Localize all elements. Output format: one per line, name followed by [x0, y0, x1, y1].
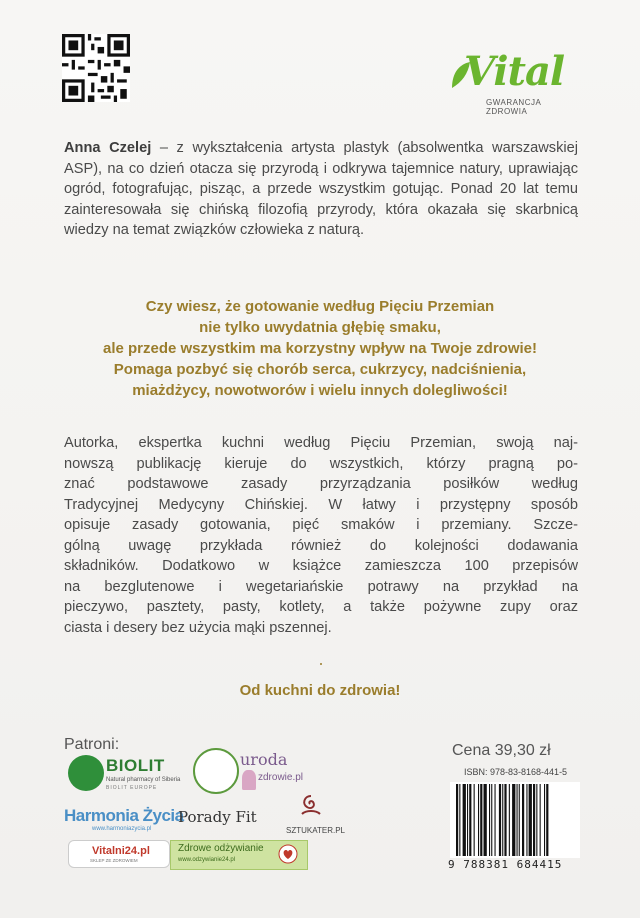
description-line: ciasta i desery bez użycia mąki pszennej.	[64, 619, 332, 636]
promo-line: nie tylko uwydatnia głębię smaku,	[199, 319, 441, 336]
description-line: znać podstawowe zasady przyrządzania posiłków według	[64, 476, 578, 492]
author-name: Anna Czelej	[64, 140, 152, 156]
vital-logo	[446, 48, 576, 118]
eco-seal-icon	[193, 748, 239, 794]
price: Cena 39,30 zł	[452, 742, 551, 759]
divider-dot	[320, 663, 322, 665]
barcode	[450, 782, 580, 858]
description-line: Tradycyjnej Medycyny Chińskiej. W łatwy i przystępny sposób	[64, 496, 578, 513]
description-line: pieczywo, pasztety, pasty, kotlety, a także pożywne zupy oraz	[64, 599, 578, 615]
vitalni24-name: Vitalni24.pl	[92, 845, 150, 857]
zdrowie-logo: zdrowie.pl	[258, 772, 304, 783]
description-line: opisuje zasady gotowania, pięć smaków i przemiany. Szcze-	[64, 517, 578, 533]
patrons-label: Patroni:	[64, 736, 120, 753]
description-line: gólną uwagę przykłada również do kolejności dodawania	[64, 537, 578, 554]
vitalni24-subtitle: SKLEP ZE ZDROWIEM	[90, 858, 138, 863]
brand-tagline: GWARANCJA ZDROWIA	[486, 98, 541, 116]
promo-line: Pomaga pozbyć się chorób serca, cukrzycy, nadciśnienia,	[113, 361, 527, 378]
qr-code	[62, 34, 130, 102]
book-description	[64, 433, 578, 638]
description-line: na bezglutenowe i wegetariańskie potrawy na przykład na	[64, 578, 578, 595]
promo-line: miażdżycy, nowotworów i wielu innych dolegliwości!	[132, 382, 508, 399]
barcode-digits: 9 788381 684415	[448, 858, 563, 871]
description-line: składników. Dodatkowo w książce zamieszcza 100 przepisów	[64, 558, 578, 574]
harmonia-zycia-logo: Harmonia Życia	[64, 806, 184, 825]
harmonia-url: www.harmoniazycia.pl	[92, 826, 152, 832]
biolit-name: BIOLIT	[106, 756, 165, 775]
biolit-logo-icon	[68, 755, 104, 791]
author-bio	[64, 138, 578, 241]
heart-icon	[278, 844, 298, 864]
biolit-subtitle-2: BIOLIT EUROPE	[106, 785, 158, 791]
sztukater-emblem-icon	[298, 792, 324, 820]
promo-block	[60, 296, 580, 401]
description-line: nowszą publikację kieruje do wszystkich, którzy pragną po-	[64, 455, 578, 472]
porady-fit-logo: Porady Fit	[178, 808, 257, 826]
zdrowe-odzywianie-url: www.odzywianie24.pl	[178, 857, 236, 863]
figure-icon	[242, 770, 256, 790]
slogan: Od kuchni do zdrowia!	[239, 682, 401, 699]
description-line: Autorka, ekspertka kuchni według Pięciu Przemian, swoją naj-	[64, 435, 578, 451]
isbn: ISBN: 978-83-8168-441-5	[464, 767, 568, 777]
uroda-logo: uroda	[240, 750, 288, 769]
promo-line: Czy wiesz, że gotowanie według Pięciu Przemian	[145, 298, 495, 315]
zdrowe-odzywianie-name: Zdrowe odżywianie	[178, 843, 264, 854]
promo-line: ale przede wszystkim ma korzystny wpływ na Twoje zdrowie!	[102, 340, 538, 357]
sztukater-logo: SZTUKATER.PL	[286, 826, 345, 835]
brand-name: Vital	[464, 48, 565, 95]
bio-text: – z wykształcenia artysta plastyk (absolwentka warszawskiej ASP), na co dzień otacza się przyrodą i odkrywa tajemnice natury, uprawiając ogród, fotografując, pisząc, a przede wszystkim gotując. Ponad 20 lat temu zainteresowała się chińską filozofią przyrody, która okazała się skarbnicą wiedzy na temat związków człowieka z naturą.	[64, 140, 578, 238]
biolit-subtitle: Natural pharmacy of Siberia	[106, 777, 181, 783]
